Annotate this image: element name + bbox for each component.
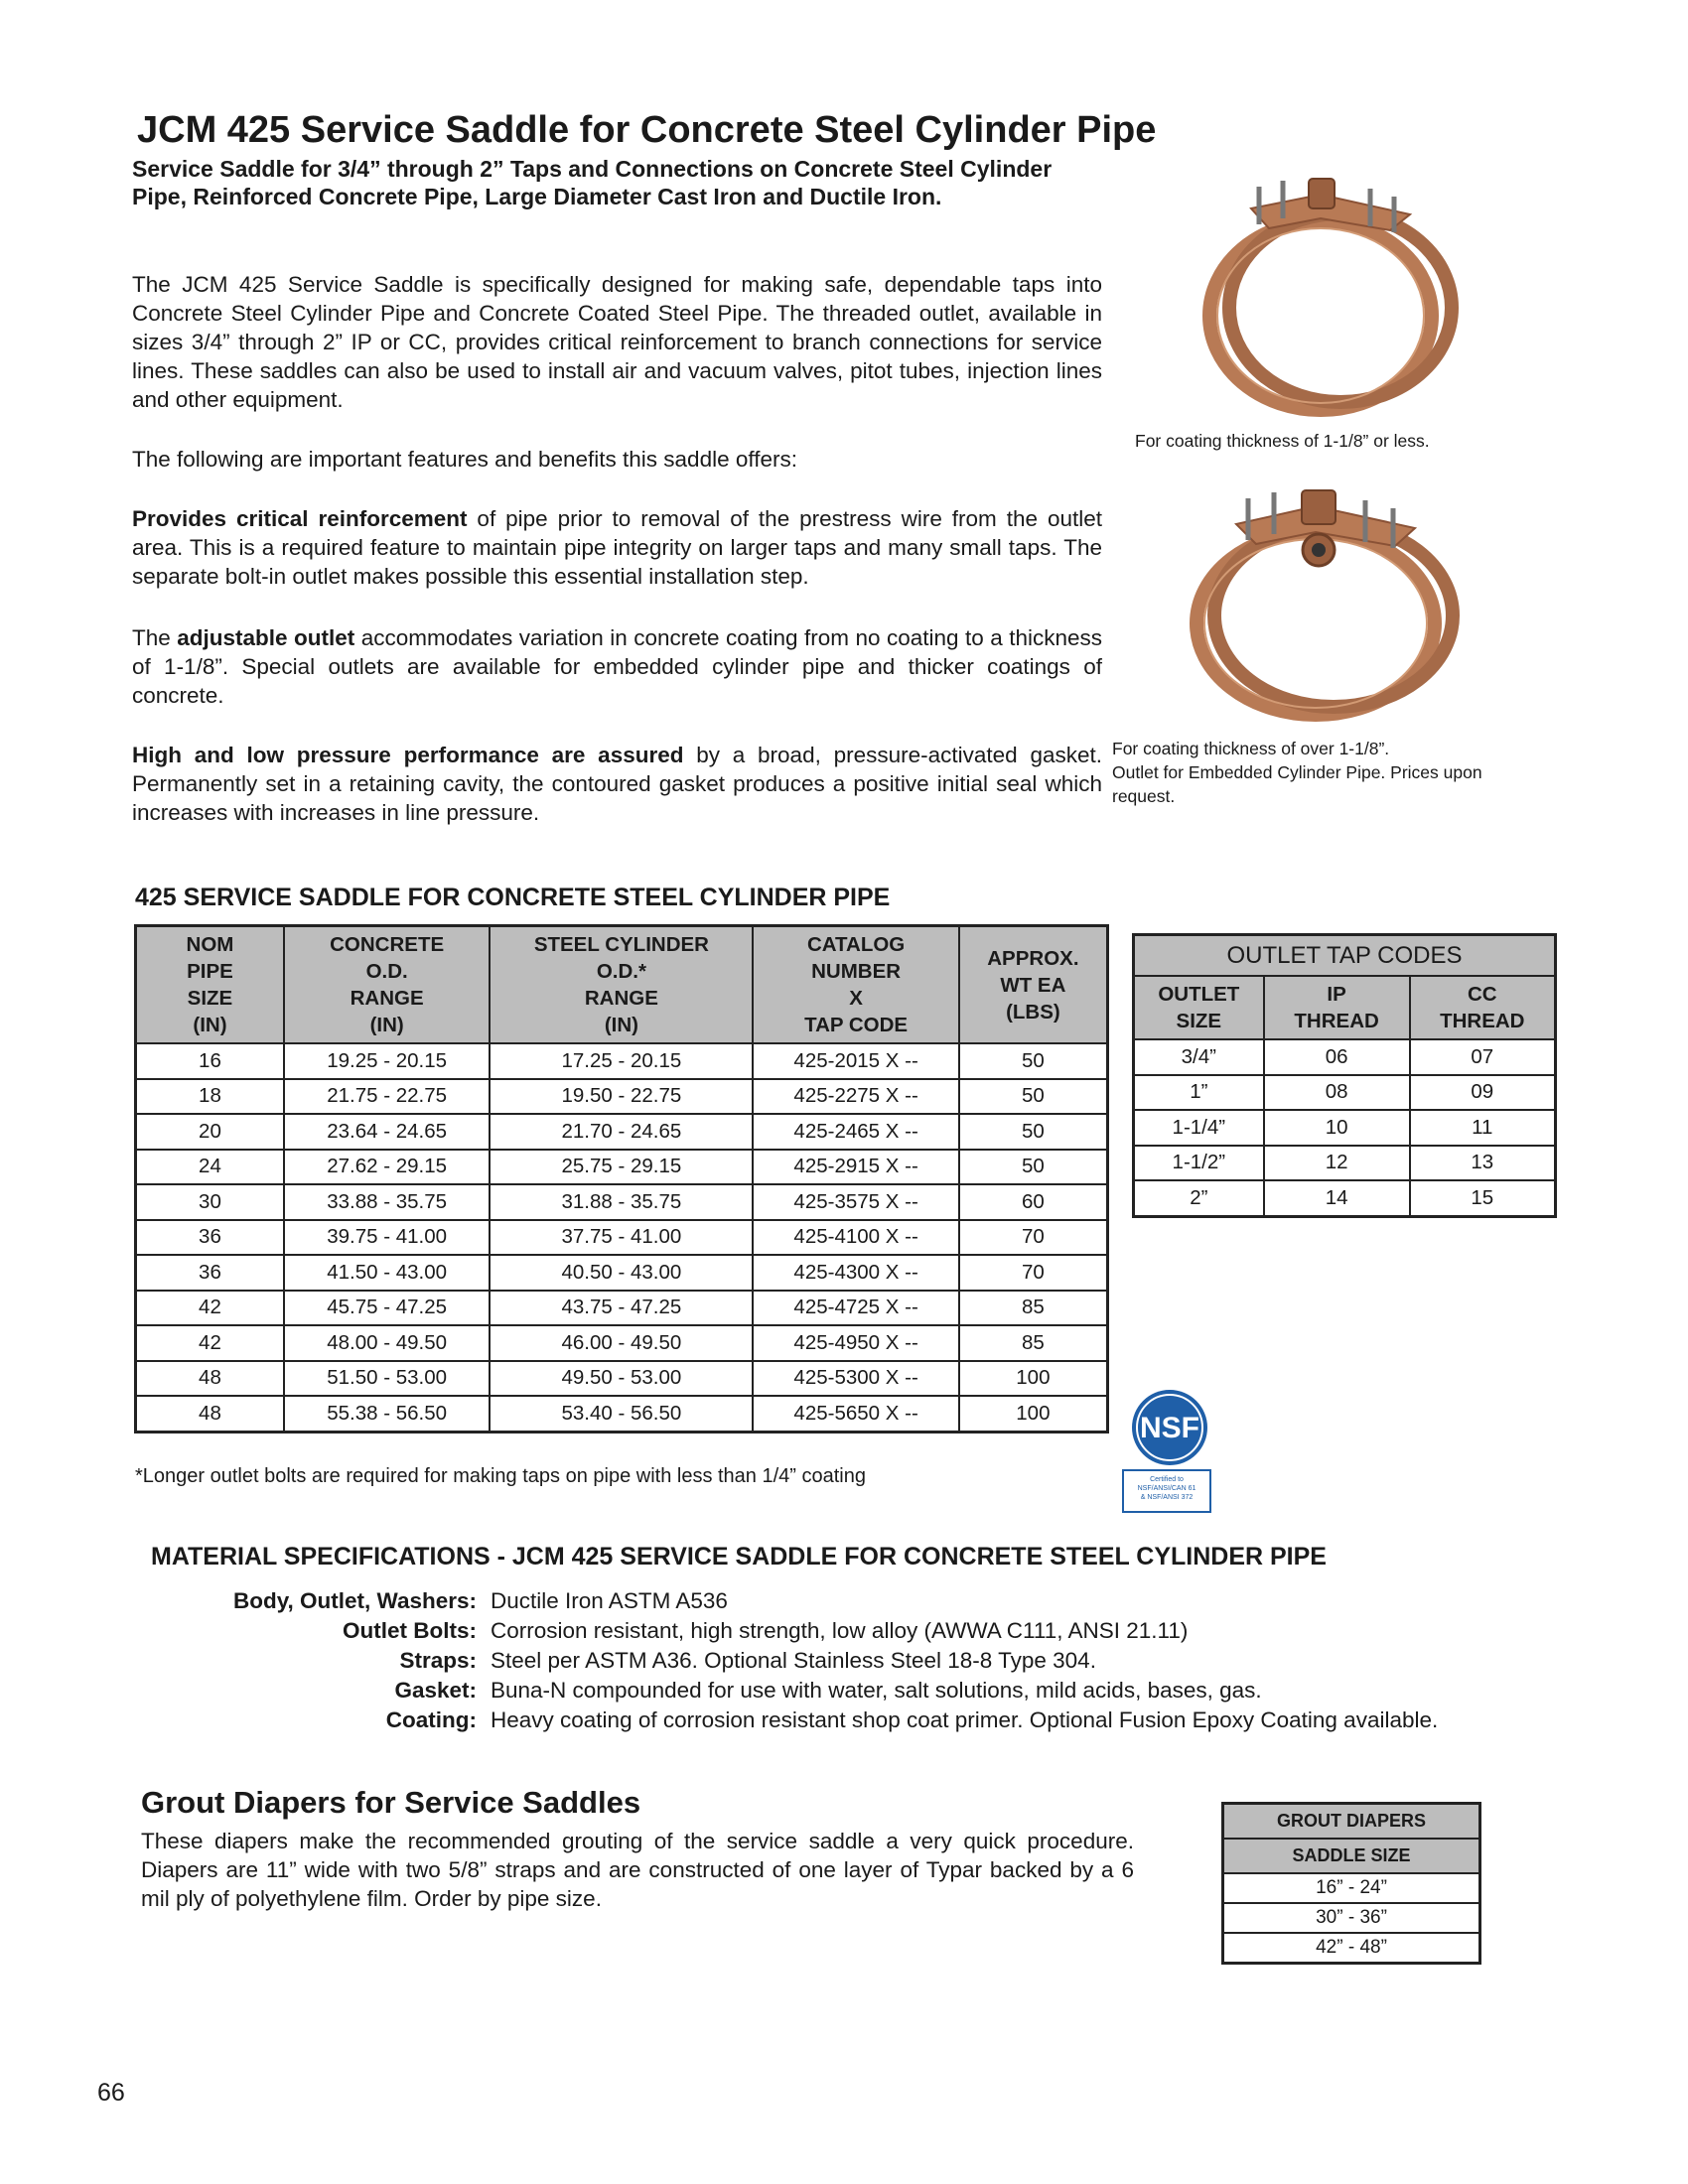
table-cell: 425-5650 X -- bbox=[753, 1396, 958, 1432]
table-cell: 16 bbox=[136, 1043, 284, 1079]
spec-label: Straps: bbox=[399, 1648, 477, 1673]
image-caption-embedded-line1: For coating thickness of over 1-1/8”. bbox=[1112, 739, 1390, 758]
nsf-mark-icon bbox=[1130, 1388, 1209, 1467]
spec-row bbox=[139, 1616, 1470, 1646]
table-footnote: *Longer outlet bolts are required for making taps on pipe with less than 1/4” coating bbox=[135, 1465, 866, 1487]
table-cell: 51.50 - 53.00 bbox=[284, 1361, 490, 1397]
table-cell: 40.50 - 43.00 bbox=[490, 1255, 753, 1291]
spec-label: Gasket: bbox=[394, 1678, 477, 1703]
spec-row bbox=[139, 1646, 1470, 1676]
table-cell: 60 bbox=[959, 1184, 1108, 1220]
tap-table-cell: 09 bbox=[1410, 1075, 1556, 1111]
spec-label: Outlet Bolts: bbox=[343, 1618, 477, 1643]
table-cell: 19.50 - 22.75 bbox=[490, 1079, 753, 1115]
table-cell: 24 bbox=[136, 1150, 284, 1185]
tap-table-cell: 12 bbox=[1264, 1146, 1410, 1181]
spec-value: Ductile Iron ASTM A536 bbox=[491, 1588, 728, 1613]
table-cell: 425-5300 X -- bbox=[753, 1361, 958, 1397]
tap-table-caption: OUTLET TAP CODES bbox=[1134, 935, 1556, 977]
table-cell: 70 bbox=[959, 1220, 1108, 1256]
intro-paragraph: The JCM 425 Service Saddle is specifically designed for making safe, dependable taps into Concrete Steel Cylinder Pipe and Concrete Coated Steel Pipe. The threaded outlet, available in sizes 3/4” through 2” IP or CC, provides critical reinforcement to branch connections for service lines. These saddles can also be used to install air and vacuum valves, pitot tubes, injection lines and other equipment. bbox=[132, 272, 1102, 412]
table-cell: 41.50 - 43.00 bbox=[284, 1255, 490, 1291]
table-cell: 53.40 - 56.50 bbox=[490, 1396, 753, 1432]
grout-size-cell: 42” - 48” bbox=[1223, 1933, 1480, 1964]
tap-table-cell: 07 bbox=[1410, 1039, 1556, 1075]
tap-table-row bbox=[1134, 1146, 1556, 1181]
features-intro: The following are important features and benefits this saddle offers: bbox=[132, 447, 797, 472]
header-nom-pipe-size: NOM PIPE SIZE (IN) bbox=[136, 926, 284, 1044]
table-cell: 43.75 - 47.25 bbox=[490, 1291, 753, 1326]
outlet-tap-codes-table bbox=[1132, 933, 1557, 1218]
grout-size-row bbox=[1223, 1873, 1480, 1903]
table-cell: 50 bbox=[959, 1150, 1108, 1185]
tap-table-header-row bbox=[1134, 976, 1556, 1039]
grout-diapers-table bbox=[1221, 1802, 1481, 1965]
table-header-row bbox=[136, 926, 1108, 1044]
tap-table-cell: 08 bbox=[1264, 1075, 1410, 1111]
grout-table-header: GROUT DIAPERS bbox=[1223, 1804, 1480, 1840]
tap-table-row bbox=[1134, 1110, 1556, 1146]
header-steel-cylinder-od: STEEL CYLINDER O.D.* RANGE (IN) bbox=[490, 926, 753, 1044]
table-row bbox=[136, 1184, 1108, 1220]
header-cc-thread: CC THREAD bbox=[1410, 976, 1556, 1039]
spec-row bbox=[139, 1706, 1470, 1735]
spec-value: Buna-N compounded for use with water, salt solutions, mild acids, bases, gas. bbox=[491, 1678, 1262, 1703]
tap-table-row bbox=[1134, 1075, 1556, 1111]
table-cell: 36 bbox=[136, 1255, 284, 1291]
table-row bbox=[136, 1220, 1108, 1256]
material-specs-list bbox=[139, 1586, 1470, 1735]
feature-outlet-text: accommodates variation in concrete coating from no coating to a thickness of 1-1/8”. Special outlets are available for embedded cylinder pipe and thicker coatings of concrete. bbox=[132, 625, 1103, 708]
page-number: 66 bbox=[97, 2079, 125, 2107]
grout-diapers-title: Grout Diapers for Service Saddles bbox=[141, 1785, 641, 1820]
table-cell: 425-4725 X -- bbox=[753, 1291, 958, 1326]
spec-label: Coating: bbox=[385, 1707, 477, 1732]
table-cell: 425-2275 X -- bbox=[753, 1079, 958, 1115]
grout-diapers-text: These diapers make the recommended grouting of the service saddle a very quick procedure. Diapers are 11” wide with two 5/8” straps and are constructed of one layer of Typar backed by a 6 mil ply of polyethylene film. Order by pipe size. bbox=[141, 1829, 1134, 1911]
feature-pressure-text: by a broad, pressure-activated gasket. Permanently set in a retaining cavity, the contoured gasket produces a positive initial seal which increases with increases in line pressure. bbox=[132, 743, 1102, 825]
table-cell: 425-3575 X -- bbox=[753, 1184, 958, 1220]
spec-row bbox=[139, 1676, 1470, 1706]
feature-reinforcement-text: of pipe prior to removal of the prestress wire from the outlet area. This is a required feature to maintain pipe integrity on larger taps and many small taps. The separate bolt-in outlet makes possible this essential installation step. bbox=[132, 506, 1102, 589]
table-row bbox=[136, 1079, 1108, 1115]
grout-size-cell: 16” - 24” bbox=[1223, 1873, 1480, 1903]
table-cell: 17.25 - 20.15 bbox=[490, 1043, 753, 1079]
table-cell: 55.38 - 56.50 bbox=[284, 1396, 490, 1432]
spec-row bbox=[139, 1586, 1470, 1616]
grout-table-subheader: SADDLE SIZE bbox=[1223, 1839, 1480, 1873]
feature-outlet-heading: adjustable outlet bbox=[177, 625, 355, 650]
table-cell: 425-2015 X -- bbox=[753, 1043, 958, 1079]
tap-table-cell: 2” bbox=[1134, 1180, 1264, 1216]
tap-table-cell: 3/4” bbox=[1134, 1039, 1264, 1075]
table-row bbox=[136, 1325, 1108, 1361]
header-ip-thread: IP THREAD bbox=[1264, 976, 1410, 1039]
saddle-image-standard bbox=[1182, 167, 1470, 425]
header-catalog-number: CATALOG NUMBER X TAP CODE bbox=[753, 926, 958, 1044]
table-cell: 31.88 - 35.75 bbox=[490, 1184, 753, 1220]
table-row bbox=[136, 1150, 1108, 1185]
table-cell: 85 bbox=[959, 1325, 1108, 1361]
spec-value: Corrosion resistant, high strength, low alloy (AWWA C111, ANSI 21.11) bbox=[491, 1618, 1189, 1643]
table-cell: 46.00 - 49.50 bbox=[490, 1325, 753, 1361]
table-row bbox=[136, 1043, 1108, 1079]
table-cell: 19.25 - 20.15 bbox=[284, 1043, 490, 1079]
tap-table-cell: 13 bbox=[1410, 1146, 1556, 1181]
table-cell: 30 bbox=[136, 1184, 284, 1220]
page-subtitle: Service Saddle for 3/4” through 2” Taps and Connections on Concrete Steel Cylinder Pipe, Reinforced Concrete Pipe, Large Diameter Cast Iron and Ductile Iron. bbox=[132, 156, 1053, 209]
table-row bbox=[136, 1291, 1108, 1326]
saddle-image-embedded bbox=[1167, 484, 1475, 733]
table-cell: 425-4100 X -- bbox=[753, 1220, 958, 1256]
header-concrete-od: CONCRETE O.D. RANGE (IN) bbox=[284, 926, 490, 1044]
main-table-title: 425 SERVICE SADDLE FOR CONCRETE STEEL CYLINDER PIPE bbox=[135, 884, 891, 911]
table-cell: 27.62 - 29.15 bbox=[284, 1150, 490, 1185]
nsf-mark-text: NSF bbox=[1140, 1412, 1199, 1444]
table-cell: 33.88 - 35.75 bbox=[284, 1184, 490, 1220]
table-cell: 100 bbox=[959, 1396, 1108, 1432]
table-cell: 100 bbox=[959, 1361, 1108, 1397]
table-cell: 425-4950 X -- bbox=[753, 1325, 958, 1361]
table-cell: 50 bbox=[959, 1114, 1108, 1150]
tap-table-caption-row bbox=[1134, 935, 1556, 977]
feature-pressure-performance bbox=[132, 741, 1102, 827]
feature-outlet-prefix: The bbox=[132, 625, 178, 650]
table-cell: 425-2465 X -- bbox=[753, 1114, 958, 1150]
table-cell: 50 bbox=[959, 1043, 1108, 1079]
spec-value: Steel per ASTM A36. Optional Stainless Steel 18-8 Type 304. bbox=[491, 1648, 1096, 1673]
table-cell: 21.75 - 22.75 bbox=[284, 1079, 490, 1115]
tap-table-cell: 14 bbox=[1264, 1180, 1410, 1216]
table-cell: 85 bbox=[959, 1291, 1108, 1326]
feature-adjustable-outlet bbox=[132, 623, 1102, 710]
table-cell: 70 bbox=[959, 1255, 1108, 1291]
tap-table-cell: 11 bbox=[1410, 1110, 1556, 1146]
feature-reinforcement bbox=[132, 504, 1102, 591]
table-cell: 425-2915 X -- bbox=[753, 1150, 958, 1185]
tap-table-cell: 10 bbox=[1264, 1110, 1410, 1146]
table-cell: 25.75 - 29.15 bbox=[490, 1150, 753, 1185]
header-approx-weight: APPROX. WT EA (LBS) bbox=[959, 926, 1108, 1044]
table-cell: 39.75 - 41.00 bbox=[284, 1220, 490, 1256]
tap-table-cell: 1” bbox=[1134, 1075, 1264, 1111]
header-outlet-size: OUTLET SIZE bbox=[1134, 976, 1264, 1039]
table-row bbox=[136, 1255, 1108, 1291]
grout-size-cell: 30” - 36” bbox=[1223, 1903, 1480, 1933]
table-row bbox=[136, 1396, 1108, 1432]
table-cell: 37.75 - 41.00 bbox=[490, 1220, 753, 1256]
table-cell: 50 bbox=[959, 1079, 1108, 1115]
image-caption-embedded-line2: Outlet for Embedded Cylinder Pipe. Prices upon request. bbox=[1112, 762, 1482, 806]
tap-table-cell: 1-1/2” bbox=[1134, 1146, 1264, 1181]
table-cell: 36 bbox=[136, 1220, 284, 1256]
table-cell: 49.50 - 53.00 bbox=[490, 1361, 753, 1397]
service-saddle-table bbox=[134, 924, 1109, 1433]
image-caption-embedded bbox=[1112, 737, 1549, 808]
table-cell: 42 bbox=[136, 1291, 284, 1326]
table-cell: 425-4300 X -- bbox=[753, 1255, 958, 1291]
table-cell: 48 bbox=[136, 1361, 284, 1397]
table-cell: 23.64 - 24.65 bbox=[284, 1114, 490, 1150]
nsf-certification-box: Certified to NSF/ANSI/CAN 61 & NSF/ANSI 372 bbox=[1122, 1469, 1211, 1513]
table-cell: 48 bbox=[136, 1396, 284, 1432]
table-cell: 20 bbox=[136, 1114, 284, 1150]
spec-value: Heavy coating of corrosion resistant shop coat primer. Optional Fusion Epoxy Coating available. bbox=[491, 1707, 1439, 1732]
nsf-logo bbox=[1130, 1388, 1215, 1467]
table-cell: 42 bbox=[136, 1325, 284, 1361]
material-specs-title: MATERIAL SPECIFICATIONS - JCM 425 SERVICE SADDLE FOR CONCRETE STEEL CYLINDER PIPE bbox=[151, 1543, 1327, 1570]
tap-table-cell: 1-1/4” bbox=[1134, 1110, 1264, 1146]
image-caption-standard: For coating thickness of 1-1/8” or less. bbox=[1135, 431, 1430, 451]
spec-label: Body, Outlet, Washers: bbox=[232, 1588, 477, 1613]
table-cell: 45.75 - 47.25 bbox=[284, 1291, 490, 1326]
table-cell: 21.70 - 24.65 bbox=[490, 1114, 753, 1150]
table-row bbox=[136, 1361, 1108, 1397]
tap-table-cell: 06 bbox=[1264, 1039, 1410, 1075]
grout-size-row bbox=[1223, 1903, 1480, 1933]
grout-size-row bbox=[1223, 1933, 1480, 1964]
tap-table-row bbox=[1134, 1180, 1556, 1216]
feature-pressure-heading: High and low pressure performance are assured bbox=[132, 743, 684, 767]
tap-table-cell: 15 bbox=[1410, 1180, 1556, 1216]
feature-reinforcement-heading: Provides critical reinforcement bbox=[132, 506, 468, 531]
table-cell: 48.00 - 49.50 bbox=[284, 1325, 490, 1361]
page-title: JCM 425 Service Saddle for Concrete Steel Cylinder Pipe bbox=[137, 109, 1157, 151]
table-cell: 18 bbox=[136, 1079, 284, 1115]
table-row bbox=[136, 1114, 1108, 1150]
tap-table-row bbox=[1134, 1039, 1556, 1075]
